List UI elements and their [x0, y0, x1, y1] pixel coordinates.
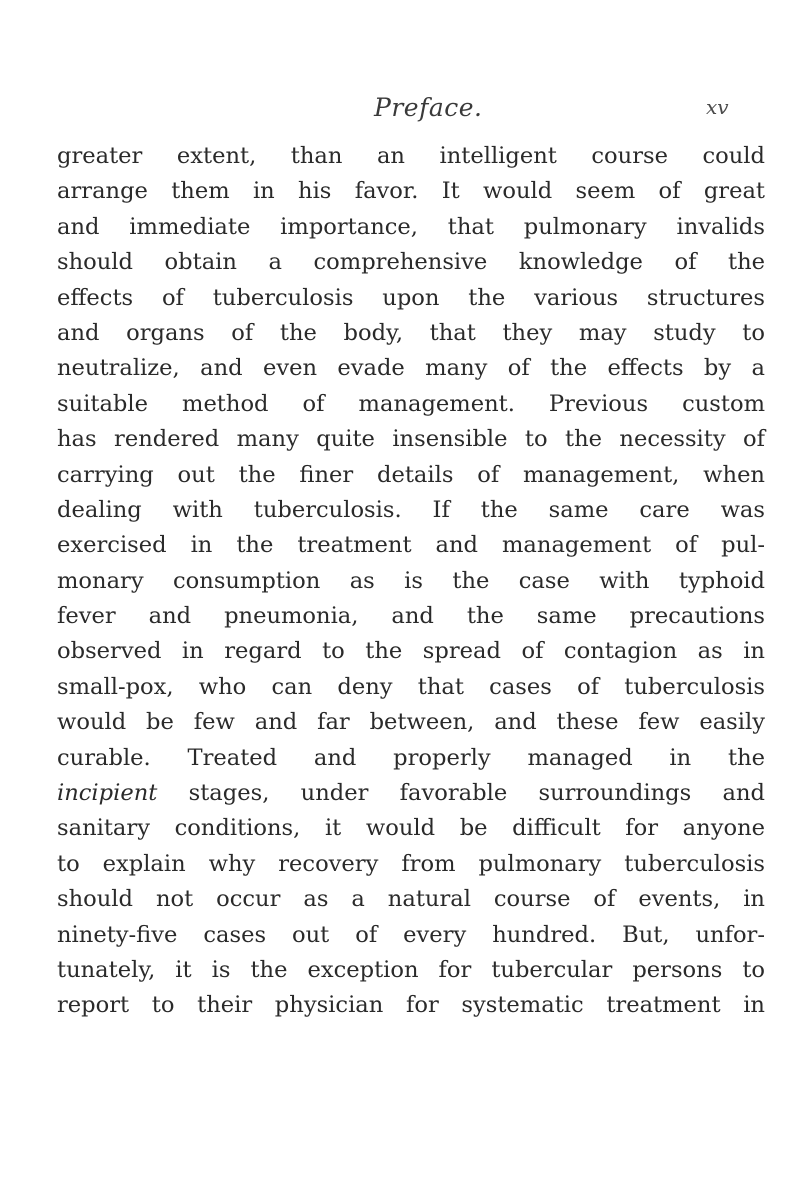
- text-line: and organs of the body, that they may study to: [57, 319, 765, 346]
- text-line: suitable method of management. Previous custom: [57, 390, 765, 417]
- text-line: small-pox, who can deny that cases of tuberculosis: [57, 673, 765, 700]
- text-line: report to their physician for systematic treatment in: [57, 992, 765, 1019]
- running-head-title: Preface.: [374, 93, 483, 122]
- text-line: carrying out the finer details of management, when: [57, 461, 765, 488]
- text-line: to explain why recovery from pulmonary tuberculosis: [57, 850, 765, 877]
- text-line: dealing with tuberculosis. If the same care was: [57, 496, 765, 523]
- body-text: [57, 139, 765, 1024]
- running-head: [0, 93, 800, 133]
- text-line: effects of tuberculosis upon the various structures: [57, 284, 765, 311]
- text-line: tunately, it is the exception for tubercular persons to: [57, 956, 765, 983]
- text-line: curable. Treated and properly managed in the: [57, 744, 765, 771]
- text-line: fever and pneumonia, and the same precautions: [57, 603, 765, 630]
- text-line: ninety-five cases out of every hundred. But, unfor-: [57, 921, 765, 948]
- text-line-italic: [57, 776, 765, 811]
- text-line: arrange them in his favor. It would seem of great: [57, 178, 765, 205]
- text-line: would be few and far between, and these few easily: [57, 709, 765, 736]
- text-line: greater extent, than an intelligent course could: [57, 143, 765, 169]
- text-line: sanitary conditions, it would be difficult for anyone: [57, 815, 765, 842]
- text-line: monary consumption as is the case with typhoid: [57, 567, 765, 594]
- text-segment: stages, under favorable surroundings and: [157, 780, 765, 807]
- text-line: should obtain a comprehensive knowledge of the: [57, 249, 765, 276]
- text-line: exercised in the treatment and management of pul-: [57, 532, 765, 559]
- text-line: should not occur as a natural course of events, in: [57, 886, 765, 913]
- italic-term: incipient: [57, 780, 158, 807]
- text-line: neutralize, and even evade many of the effects by a: [57, 355, 765, 382]
- page-number: xv: [706, 95, 729, 119]
- text-line: has rendered many quite insensible to the necessity of: [57, 426, 765, 453]
- text-line: observed in regard to the spread of contagion as in: [57, 638, 765, 665]
- text-line: and immediate importance, that pulmonary invalids: [57, 213, 765, 240]
